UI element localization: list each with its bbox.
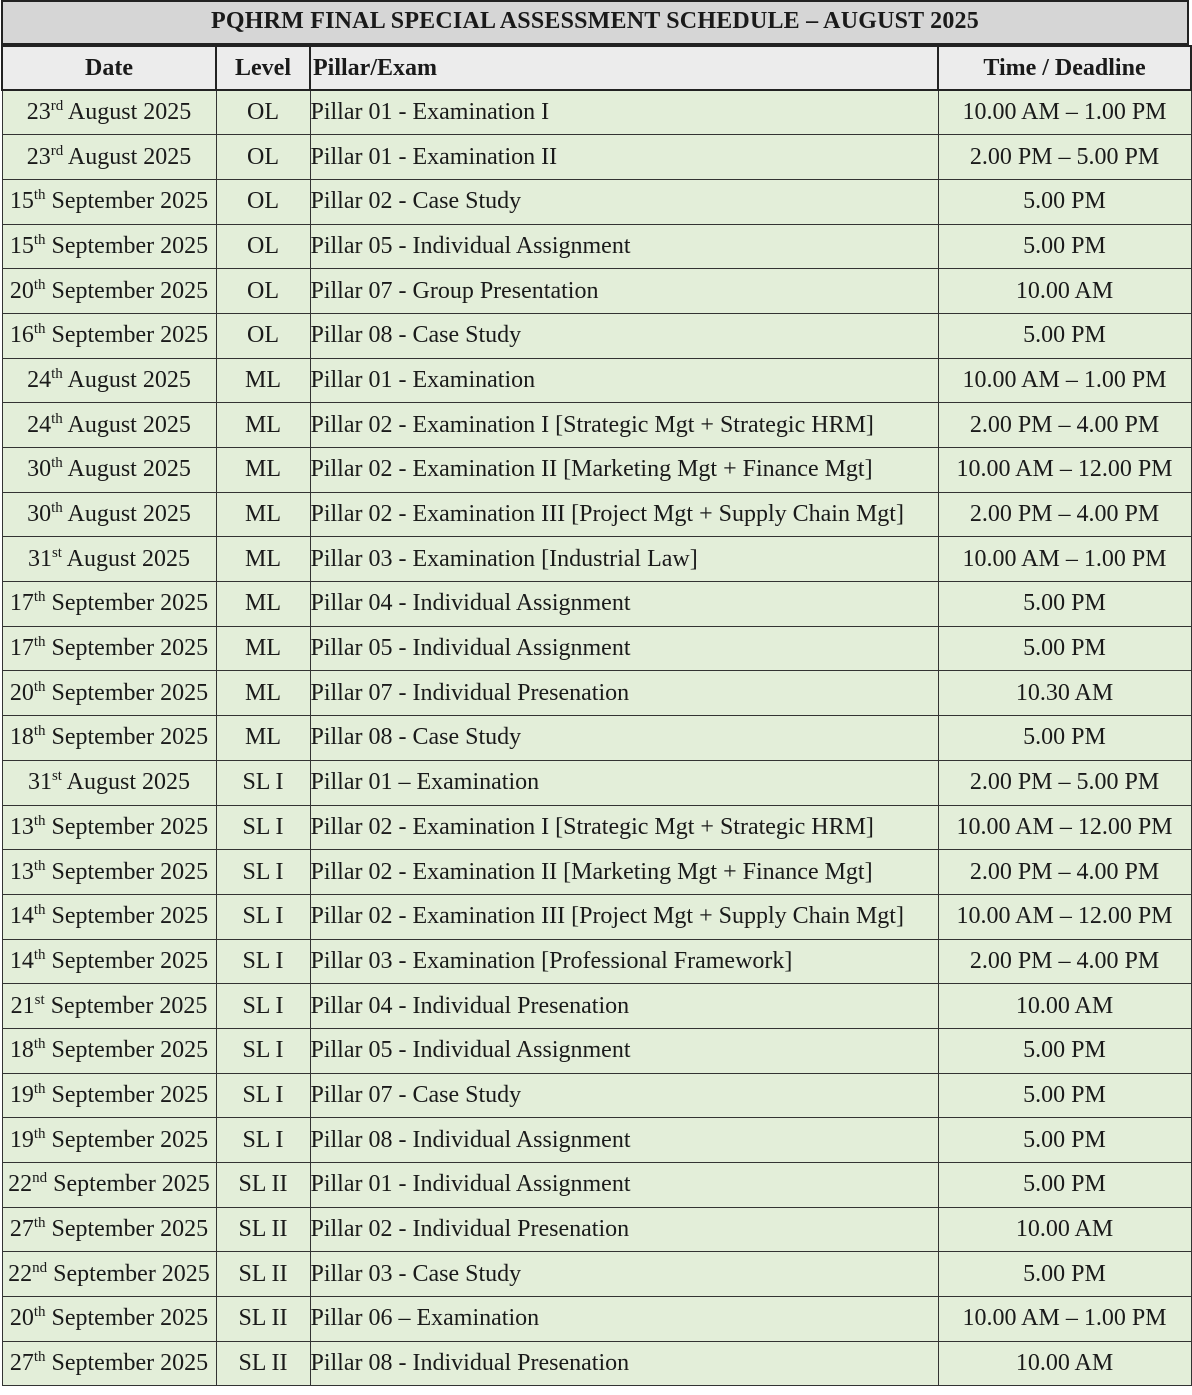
table-row [2,1252,1191,1297]
date-day: 15 [9,188,34,215]
table-row [2,537,1191,582]
pillar-cell: Pillar 02 - Examination II [Marketing Mgt + Finance Mgt] [310,448,938,493]
time-cell: 5.00 PM [938,716,1191,761]
date-month-year: August 2025 [66,769,191,796]
pillar-cell: Pillar 02 - Case Study [310,179,938,224]
date-day: 27 [9,1216,34,1243]
level-cell: SL I [216,894,310,939]
date-suffix: th [33,812,46,829]
level-cell: OL [216,90,310,135]
pillar-cell: Pillar 01 - Examination I [310,90,938,135]
date-day: 14 [9,947,34,974]
pillar-cell: Pillar 03 - Case Study [310,1252,938,1297]
date-cell [2,1207,216,1252]
level-cell: OL [216,313,310,358]
table-row [2,403,1191,448]
time-cell: 5.00 PM [938,1163,1191,1208]
date-cell [2,1118,216,1163]
pillar-cell: Pillar 05 - Individual Assignment [310,224,938,269]
date-month-year: September 2025 [53,1171,210,1198]
date-cell [2,671,216,716]
pillar-cell: Pillar 03 - Examination [Professional Framework] [310,939,938,984]
time-cell: 10.00 AM – 1.00 PM [938,90,1191,135]
table-row [2,1297,1191,1342]
table-row [2,224,1191,269]
date-month-year: September 2025 [51,590,209,617]
date-day: 20 [9,277,34,304]
date-month-year: August 2025 [67,501,191,528]
pillar-cell: Pillar 07 - Group Presentation [310,269,938,314]
date-month-year: September 2025 [51,635,209,662]
pillar-cell: Pillar 01 - Examination [310,358,938,403]
header-row [2,46,1191,90]
date-month-year: September 2025 [51,1037,209,1064]
table-row [2,894,1191,939]
date-day: 22 [8,1260,33,1287]
pillar-cell: Pillar 02 - Examination I [Strategic Mgt + Strategic HRM] [310,403,938,448]
table-row [2,626,1191,671]
date-cell [2,984,216,1029]
header-date: Date [2,46,216,90]
date-suffix: th [33,634,46,651]
table-row [2,760,1191,805]
date-suffix: th [33,723,46,740]
level-cell: SL II [216,1252,310,1297]
time-cell: 5.00 PM [938,313,1191,358]
date-day: 19 [9,1126,34,1153]
date-cell [2,135,216,180]
level-cell: ML [216,448,310,493]
date-day: 13 [9,858,34,885]
level-cell: ML [216,626,310,671]
time-cell: 5.00 PM [938,1118,1191,1163]
date-day: 31 [27,769,52,796]
level-cell: OL [216,269,310,314]
time-cell: 5.00 PM [938,582,1191,627]
date-cell [2,760,216,805]
pillar-cell: Pillar 02 - Individual Presenation [310,1207,938,1252]
time-cell: 10.00 AM – 1.00 PM [938,358,1191,403]
date-cell [2,1163,216,1208]
level-cell: SL I [216,1073,310,1118]
time-cell: 10.00 AM [938,1341,1191,1386]
date-month-year: September 2025 [50,992,208,1019]
table-row [2,1028,1191,1073]
date-day: 17 [9,635,34,662]
level-cell: SL II [216,1207,310,1252]
date-month-year: September 2025 [51,277,209,304]
table-row [2,1207,1191,1252]
level-cell: SL I [216,939,310,984]
date-day: 31 [27,545,52,572]
table-row [2,1073,1191,1118]
date-day: 22 [8,1171,33,1198]
time-cell: 2.00 PM – 5.00 PM [938,135,1191,180]
date-suffix: th [33,321,46,338]
time-cell: 5.00 PM [938,626,1191,671]
date-suffix: nd [32,1259,48,1276]
level-cell: ML [216,492,310,537]
date-day: 23 [26,99,51,126]
time-cell: 5.00 PM [938,1028,1191,1073]
date-day: 14 [9,903,34,930]
level-cell: SL I [216,805,310,850]
time-cell: 5.00 PM [938,224,1191,269]
date-cell [2,894,216,939]
date-day: 23 [26,143,51,170]
date-cell [2,224,216,269]
time-cell: 10.00 AM – 12.00 PM [938,448,1191,493]
date-month-year: September 2025 [51,679,209,706]
date-suffix: rd [50,98,64,115]
time-cell: 10.00 AM – 1.00 PM [938,537,1191,582]
date-suffix: th [51,410,63,427]
table-row [2,448,1191,493]
level-cell: SL I [216,760,310,805]
date-day: 15 [9,232,34,259]
schedule-title: PQHRM FINAL SPECIAL ASSESSMENT SCHEDULE – AUGUST 2025 [1,0,1189,45]
date-suffix: th [51,455,63,472]
date-month-year: September 2025 [51,1350,209,1377]
date-month-year: September 2025 [51,903,209,930]
table-row [2,313,1191,358]
table-row [2,135,1191,180]
date-suffix: th [33,1125,46,1142]
date-cell [2,403,216,448]
date-cell [2,805,216,850]
pillar-cell: Pillar 08 - Case Study [310,313,938,358]
date-month-year: September 2025 [51,188,209,215]
date-month-year: August 2025 [67,456,191,483]
level-cell: SL I [216,1028,310,1073]
schedule-body [2,90,1191,1386]
time-cell: 10.00 AM [938,984,1191,1029]
date-cell [2,179,216,224]
time-cell: 10.30 AM [938,671,1191,716]
time-cell: 10.00 AM – 12.00 PM [938,805,1191,850]
date-day: 13 [9,813,34,840]
schedule-table [1,45,1192,1386]
table-row [2,90,1191,135]
date-month-year: September 2025 [51,1216,209,1243]
date-cell [2,626,216,671]
level-cell: ML [216,671,310,716]
time-cell: 2.00 PM – 4.00 PM [938,939,1191,984]
date-month-year: September 2025 [51,1081,209,1108]
pillar-cell: Pillar 02 - Examination III [Project Mgt + Supply Chain Mgt] [310,894,938,939]
header-pillar: Pillar/Exam [310,46,938,90]
date-month-year: August 2025 [67,411,191,438]
date-suffix: th [33,857,46,874]
date-cell [2,1297,216,1342]
level-cell: OL [216,135,310,180]
table-row [2,716,1191,761]
level-cell: SL II [216,1297,310,1342]
table-row [2,939,1191,984]
date-cell [2,850,216,895]
date-cell [2,448,216,493]
date-suffix: st [51,768,62,785]
time-cell: 10.00 AM – 12.00 PM [938,894,1191,939]
date-month-year: August 2025 [67,143,192,170]
date-cell [2,939,216,984]
header-level: Level [216,46,310,90]
date-day: 30 [27,456,52,483]
date-suffix: st [51,544,62,561]
level-cell: SL I [216,850,310,895]
date-cell [2,1341,216,1386]
time-cell: 2.00 PM – 4.00 PM [938,850,1191,895]
date-month-year: September 2025 [51,858,209,885]
date-cell [2,358,216,403]
date-suffix: th [33,1036,46,1053]
date-day: 19 [9,1081,34,1108]
date-suffix: th [33,276,46,293]
date-cell [2,90,216,135]
date-cell [2,1028,216,1073]
time-cell: 5.00 PM [938,1252,1191,1297]
date-month-year: September 2025 [51,947,209,974]
date-day: 24 [27,366,52,393]
date-suffix: th [33,1349,46,1366]
date-suffix: th [33,231,46,248]
pillar-cell: Pillar 07 - Case Study [310,1073,938,1118]
date-day: 18 [9,1037,34,1064]
date-suffix: th [33,946,46,963]
date-suffix: th [33,1215,46,1232]
date-suffix: th [51,500,63,517]
date-month-year: September 2025 [51,232,209,259]
pillar-cell: Pillar 01 - Individual Assignment [310,1163,938,1208]
time-cell: 10.00 AM [938,1207,1191,1252]
date-suffix: rd [50,142,64,159]
level-cell: OL [216,224,310,269]
pillar-cell: Pillar 02 - Examination III [Project Mgt + Supply Chain Mgt] [310,492,938,537]
date-suffix: th [33,1080,46,1097]
table-row [2,1163,1191,1208]
time-cell: 10.00 AM – 1.00 PM [938,1297,1191,1342]
date-suffix: th [33,902,46,919]
table-row [2,984,1191,1029]
pillar-cell: Pillar 08 - Case Study [310,716,938,761]
date-cell [2,313,216,358]
date-cell [2,269,216,314]
table-row [2,269,1191,314]
level-cell: SL I [216,1118,310,1163]
level-cell: ML [216,716,310,761]
level-cell: ML [216,537,310,582]
pillar-cell: Pillar 02 - Examination II [Marketing Mgt + Finance Mgt] [310,850,938,895]
date-month-year: September 2025 [51,1126,209,1153]
pillar-cell: Pillar 04 - Individual Assignment [310,582,938,627]
level-cell: SL II [216,1163,310,1208]
table-row [2,179,1191,224]
date-suffix: st [34,991,45,1008]
date-day: 16 [9,322,34,349]
date-suffix: th [51,365,63,382]
pillar-cell: Pillar 08 - Individual Assignment [310,1118,938,1163]
time-cell: 5.00 PM [938,179,1191,224]
pillar-cell: Pillar 05 - Individual Assignment [310,1028,938,1073]
pillar-cell: Pillar 06 – Examination [310,1297,938,1342]
time-cell: 10.00 AM [938,269,1191,314]
date-month-year: September 2025 [51,1305,209,1332]
level-cell: ML [216,358,310,403]
date-day: 20 [9,679,34,706]
date-cell [2,716,216,761]
date-day: 17 [9,590,34,617]
header-time: Time / Deadline [938,46,1191,90]
date-day: 30 [27,501,52,528]
time-cell: 2.00 PM – 5.00 PM [938,760,1191,805]
date-cell [2,492,216,537]
time-cell: 2.00 PM – 4.00 PM [938,492,1191,537]
level-cell: OL [216,179,310,224]
date-day: 20 [9,1305,34,1332]
date-month-year: September 2025 [51,813,209,840]
table-row [2,358,1191,403]
date-day: 21 [10,992,35,1019]
date-suffix: th [33,1304,46,1321]
pillar-cell: Pillar 02 - Examination I [Strategic Mgt + Strategic HRM] [310,805,938,850]
pillar-cell: Pillar 04 - Individual Presenation [310,984,938,1029]
level-cell: SL II [216,1341,310,1386]
date-cell [2,1073,216,1118]
date-cell [2,537,216,582]
date-suffix: nd [32,1170,48,1187]
date-month-year: September 2025 [51,724,209,751]
date-cell [2,582,216,627]
date-month-year: September 2025 [53,1260,210,1287]
date-month-year: September 2025 [51,322,209,349]
date-suffix: th [33,187,46,204]
pillar-cell: Pillar 07 - Individual Presenation [310,671,938,716]
pillar-cell: Pillar 01 - Examination II [310,135,938,180]
table-row [2,492,1191,537]
table-row [2,850,1191,895]
table-row [2,1118,1191,1163]
table-row [2,582,1191,627]
date-suffix: th [33,589,46,606]
pillar-cell: Pillar 05 - Individual Assignment [310,626,938,671]
date-cell [2,1252,216,1297]
date-month-year: August 2025 [66,545,191,572]
pillar-cell: Pillar 08 - Individual Presenation [310,1341,938,1386]
pillar-cell: Pillar 03 - Examination [Industrial Law] [310,537,938,582]
time-cell: 2.00 PM – 4.00 PM [938,403,1191,448]
date-day: 18 [9,724,34,751]
date-suffix: th [33,678,46,695]
date-month-year: August 2025 [67,99,192,126]
level-cell: ML [216,582,310,627]
date-day: 24 [27,411,52,438]
time-cell: 5.00 PM [938,1073,1191,1118]
table-row [2,671,1191,716]
date-month-year: August 2025 [67,366,191,393]
table-row [2,805,1191,850]
date-day: 27 [9,1350,34,1377]
level-cell: ML [216,403,310,448]
pillar-cell: Pillar 01 – Examination [310,760,938,805]
level-cell: SL I [216,984,310,1029]
table-row [2,1341,1191,1386]
